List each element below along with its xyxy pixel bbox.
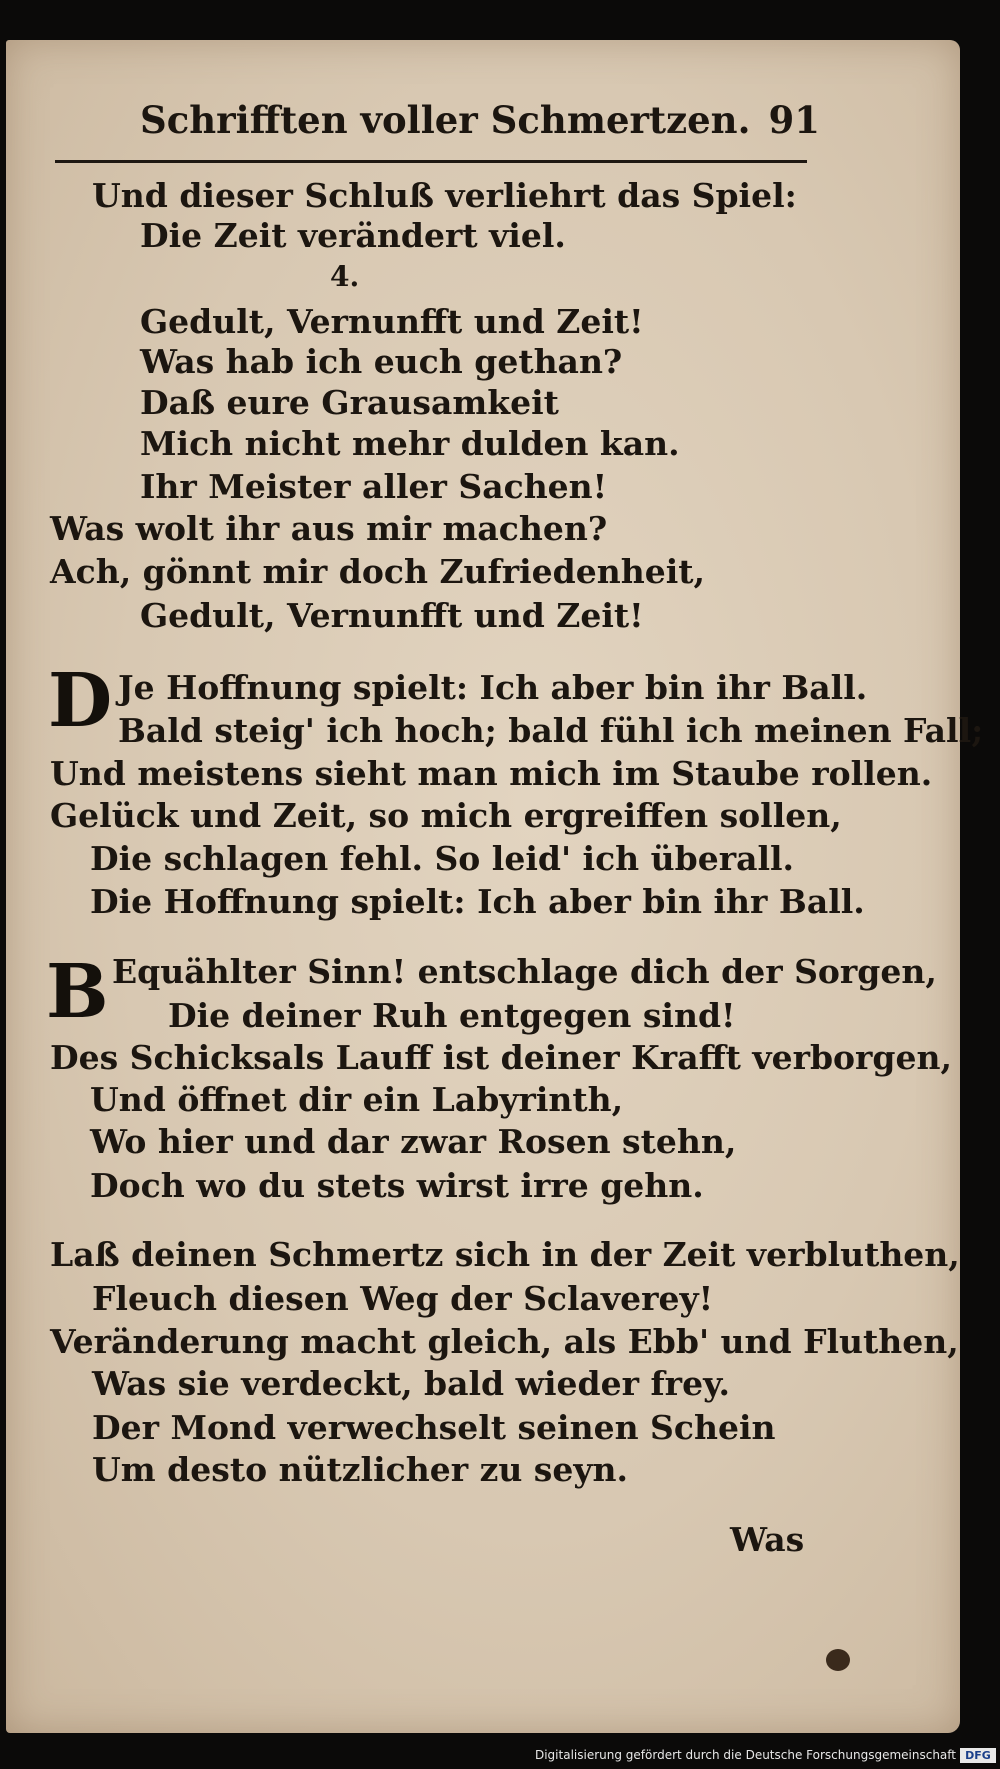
- verse-line: Bald steig' ich hoch; bald fühl ich meinen Fall;: [118, 711, 984, 750]
- verse-line: Mich nicht mehr dulden kan.: [140, 424, 680, 463]
- verse-line: Was hab ich euch gethan?: [140, 342, 623, 381]
- verse-line: Und meistens sieht man mich im Staube rollen.: [50, 754, 933, 793]
- verse-line: Was sie verdeckt, bald wieder frey.: [92, 1364, 730, 1403]
- funding-credit: Digitalisierung gefördert durch die Deutsche Forschungsgemeinschaft: [534, 1748, 956, 1762]
- digitization-footer: [0, 1744, 1000, 1769]
- verse-line: Ach, gönnt mir doch Zufriedenheit,: [50, 552, 705, 591]
- verse-line: Die Hoffnung spielt: Ich aber bin ihr Ball.: [90, 882, 865, 921]
- verse-line: Und dieser Schluß verliehrt das Spiel:: [92, 176, 797, 215]
- verse-line: Veränderung macht gleich, als Ebb' und Fluthen,: [50, 1322, 959, 1361]
- catchword: Was: [730, 1520, 805, 1559]
- verse-line: Ihr Meister aller Sachen!: [140, 467, 608, 506]
- verse-line: Und öffnet dir ein Labyrinth,: [90, 1080, 624, 1119]
- verse-line: Die Zeit verändert viel.: [140, 216, 566, 255]
- verse-line: Daß eure Grausamkeit: [140, 383, 559, 422]
- header-rule: [55, 160, 807, 163]
- dfg-logo-icon: DFG: [960, 1748, 996, 1763]
- page-number: 91: [768, 98, 820, 142]
- verse-line: Die deiner Ruh entgegen sind!: [168, 996, 736, 1035]
- verse-line: Gedult, Vernunfft und Zeit!: [140, 302, 644, 341]
- verse-line: Je Hoffnung spielt: Ich aber bin ihr Ball.: [118, 668, 868, 707]
- running-header: [140, 98, 820, 150]
- stanza-number: 4.: [330, 260, 360, 293]
- verse-line: Wo hier und dar zwar Rosen stehn,: [90, 1122, 737, 1161]
- running-title: Schrifften voller Schmertzen.: [140, 98, 751, 142]
- ink-stain: [826, 1649, 850, 1671]
- verse-line: Des Schicksals Lauff ist deiner Krafft verborgen,: [50, 1038, 952, 1077]
- verse-line: Doch wo du stets wirst irre gehn.: [90, 1166, 704, 1205]
- drop-cap-initial: B: [46, 949, 109, 1035]
- verse-line: Equählter Sinn! entschlage dich der Sorgen,: [112, 952, 937, 991]
- drop-cap-initial: D: [48, 658, 113, 744]
- verse-line: Laß deinen Schmertz sich in der Zeit verbluthen,: [50, 1235, 960, 1274]
- verse-line: Was wolt ihr aus mir machen?: [50, 509, 608, 548]
- verse-line: Der Mond verwechselt seinen Schein: [92, 1408, 776, 1447]
- verse-line: Um desto nützlicher zu seyn.: [92, 1450, 629, 1489]
- verse-line: Fleuch diesen Weg der Sclaverey!: [92, 1279, 714, 1318]
- verse-line: Gelück und Zeit, so mich ergreiffen sollen,: [50, 796, 842, 835]
- verse-line: Die schlagen fehl. So leid' ich überall.: [90, 839, 795, 878]
- verse-line: Gedult, Vernunfft und Zeit!: [140, 596, 644, 635]
